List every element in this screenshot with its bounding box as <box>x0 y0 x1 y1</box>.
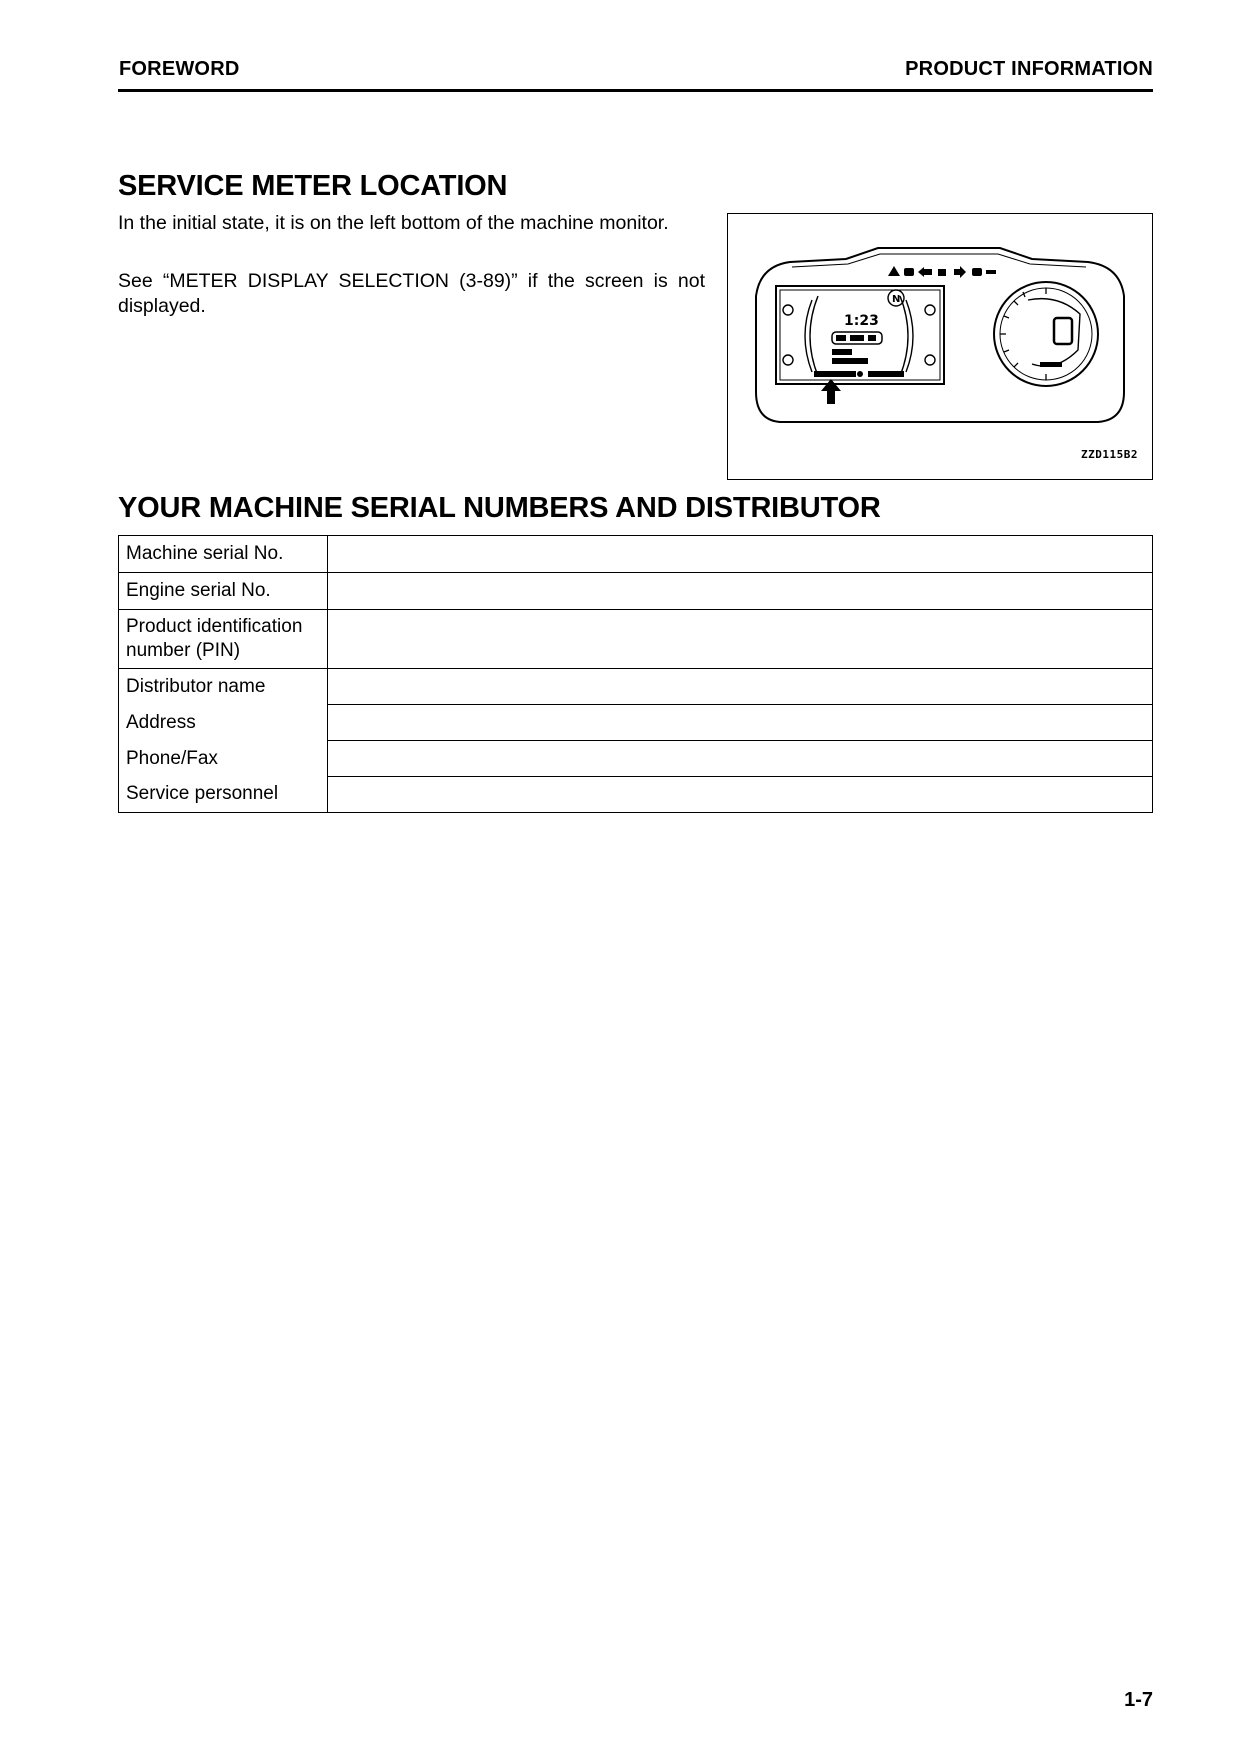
figure-code: ZZD115B2 <box>1081 448 1138 461</box>
table-row <box>119 610 1153 669</box>
machine-monitor-figure <box>727 213 1153 480</box>
serial-numbers-heading: YOUR MACHINE SERIAL NUMBERS AND DISTRIBUTOR <box>118 492 881 524</box>
header-chapter-title: PRODUCT INFORMATION <box>905 58 1153 80</box>
header-rule <box>118 89 1153 92</box>
machine-serial-field <box>328 536 1153 573</box>
phone-fax-field <box>328 741 1153 777</box>
machine-serial-label: Machine serial No. <box>119 536 328 573</box>
service-personnel-label: Service personnel <box>126 783 279 805</box>
pin-field <box>328 610 1153 669</box>
distributor-name-label: Distributor name <box>126 676 266 697</box>
service-meter-arrow <box>821 379 841 404</box>
pin-label: Product identification number (PIN) <box>119 610 328 669</box>
page-number: 1-7 <box>1124 1689 1153 1711</box>
table-row <box>119 669 1153 705</box>
service-meter-paragraph-1: In the initial state, it is on the left bottom of the machine monitor. <box>118 212 669 234</box>
pilot-lamp-row <box>888 266 996 278</box>
address-field <box>328 705 1153 741</box>
distributor-name-field <box>328 669 1153 705</box>
serial-numbers-table <box>118 535 1153 813</box>
lcd-time: 1:23 <box>844 313 879 329</box>
phone-fax-label: Phone/Fax <box>126 747 218 769</box>
service-meter-paragraph-2: See “METER DISPLAY SELECTION (3-89)” if the screen is not displayed. <box>118 270 705 317</box>
table-row <box>119 536 1153 573</box>
header-section-title: FOREWORD <box>119 58 240 80</box>
engine-serial-label: Engine serial No. <box>119 573 328 610</box>
service-personnel-field <box>328 777 1153 813</box>
machine-monitor-illustration <box>728 214 1151 478</box>
distributor-labels <box>119 669 328 813</box>
service-meter-heading: SERVICE METER LOCATION <box>118 170 508 202</box>
svg-text:N: N <box>892 294 901 305</box>
engine-serial-field <box>328 573 1153 610</box>
address-label: Address <box>126 711 196 733</box>
table-row <box>119 573 1153 610</box>
